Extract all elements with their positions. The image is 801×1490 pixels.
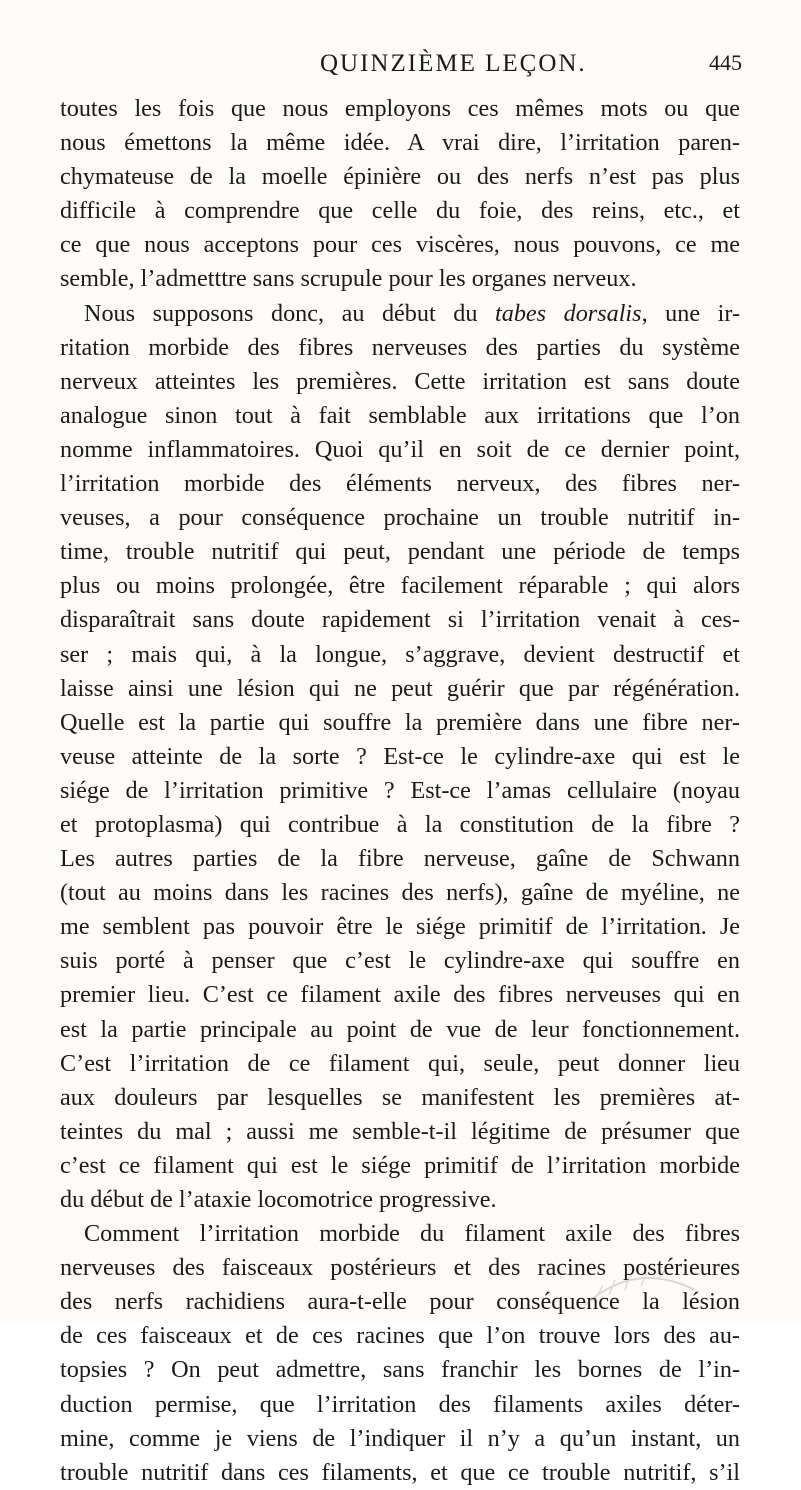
text-line: semble, l’admetttre sans scrupule pour les organes nerveux. [60, 265, 637, 293]
text-line: veuses, a pour conséquence prochaine un trouble nutritif in- [60, 504, 740, 532]
text-line: mine, comme je viens de l’indiquer il n’y a qu’un instant, un [60, 1424, 740, 1452]
text-line: time, trouble nutritif qui peut, pendant une période de temps [60, 538, 740, 566]
text-line: siége de l’irritation primitive ? Est-ce l’amas cellulaire (noyau [60, 776, 740, 804]
text-line: du début de l’ataxie locomotrice progressive. [60, 1186, 497, 1213]
faded-library-stamp [575, 1250, 705, 1310]
text-line: me semblent pas pouvoir être le siége primitif de l’irritation. Je [60, 913, 740, 941]
text-line: ritation morbide des fibres nerveuses des parties du système [60, 333, 740, 361]
text-line: l’irritation morbide des éléments nerveux, des fibres ner- [60, 470, 740, 498]
text-line: difficile à comprendre que celle du foie, des reins, etc., et [60, 197, 740, 225]
text-line: chymateuse de la moelle épinière ou des nerfs n’est pas plus [60, 163, 740, 191]
text-line: (tout au moins dans les racines des nerfs), gaîne de myéline, ne [60, 879, 740, 907]
text-line: premier lieu. C’est ce filament axile des fibres nerveuses qui en [60, 981, 740, 1009]
text-line: trouble nutritif dans ces filaments, et que ce trouble nutritif, s’il [60, 1458, 740, 1486]
text-line: Les autres parties de la fibre nerveuse, gaîne de Schwann [60, 845, 740, 873]
line-text: Nous supposons donc, au début du [84, 299, 495, 327]
text-line: nerveuses des faisceaux postérieurs et des racines postérieures [60, 1254, 740, 1282]
text-line: plus ou moins prolongée, être facilement réparable ; qui alors [60, 572, 740, 600]
text-line: duction permise, que l’irritation des filaments axiles déter- [60, 1390, 740, 1418]
text-line: ce que nous acceptons pour ces viscères, nous pouvons, ce me [60, 231, 740, 259]
text-line: teintes du mal ; aussi me semble-t-il légitime de présumer que [60, 1117, 740, 1145]
text-line: est la partie principale au point de vue de leur fonctionnement. [60, 1015, 740, 1043]
text-line: toutes les fois que nous employons ces mêmes mots ou que [60, 95, 740, 122]
running-head [70, 50, 740, 84]
text-line: et protoplasma) qui contribue à la constitution de la fibre ? [60, 810, 740, 838]
text-line: C’est l’irritation de ce filament qui, seule, peut donner lieu [60, 1049, 740, 1077]
text-line: Comment l’irritation morbide du filament axile des fibres [84, 1220, 740, 1248]
line-text: , une ir- [641, 299, 740, 327]
text-line: disparaîtrait sans doute rapidement si l’irritation venait à ces- [60, 606, 740, 634]
text-line: nous émettons la même idée. A vrai dire, l’irritation paren- [60, 129, 740, 157]
text-line: nomme inflammatoires. Quoi qu’il en soit de ce dernier point, [60, 435, 740, 463]
text-line: suis porté à penser que c’est le cylindre-axe qui souffre en [60, 947, 740, 975]
text-line: aux douleurs par lesquelles se manifestent les premières at- [60, 1083, 740, 1111]
text-line: topsies ? On peut admettre, sans franchir les bornes de l’in- [60, 1356, 740, 1384]
text-line: laisse ainsi une lésion qui ne peut guérir que par régénération. [60, 674, 740, 702]
text-line: des nerfs rachidiens aura-t-elle pour conséquence la lésion [60, 1288, 740, 1316]
page-number: 445 [709, 50, 742, 75]
text-line [60, 297, 740, 331]
text-line: c’est ce filament qui est le siége primitif de l’irritation morbide [60, 1151, 740, 1179]
italic-term: tabes dorsalis [495, 299, 642, 327]
running-title: QUINZIÈME LEÇON. [320, 50, 587, 77]
text-line: de ces faisceaux et de ces racines que l’on trouve lors des au- [60, 1322, 740, 1350]
text-line: Quelle est la partie qui souffre la première dans une fibre ner- [60, 708, 740, 736]
text-line: veuse atteinte de la sorte ? Est-ce le cylindre-axe qui est le [60, 742, 740, 770]
text-line: nerveux atteintes les premières. Cette irritation est sans doute [60, 367, 740, 395]
text-line: analogue sinon tout à fait semblable aux irritations que l’on [60, 401, 740, 429]
text-line: ser ; mais qui, à la longue, s’aggrave, devient destructif et [60, 640, 740, 668]
